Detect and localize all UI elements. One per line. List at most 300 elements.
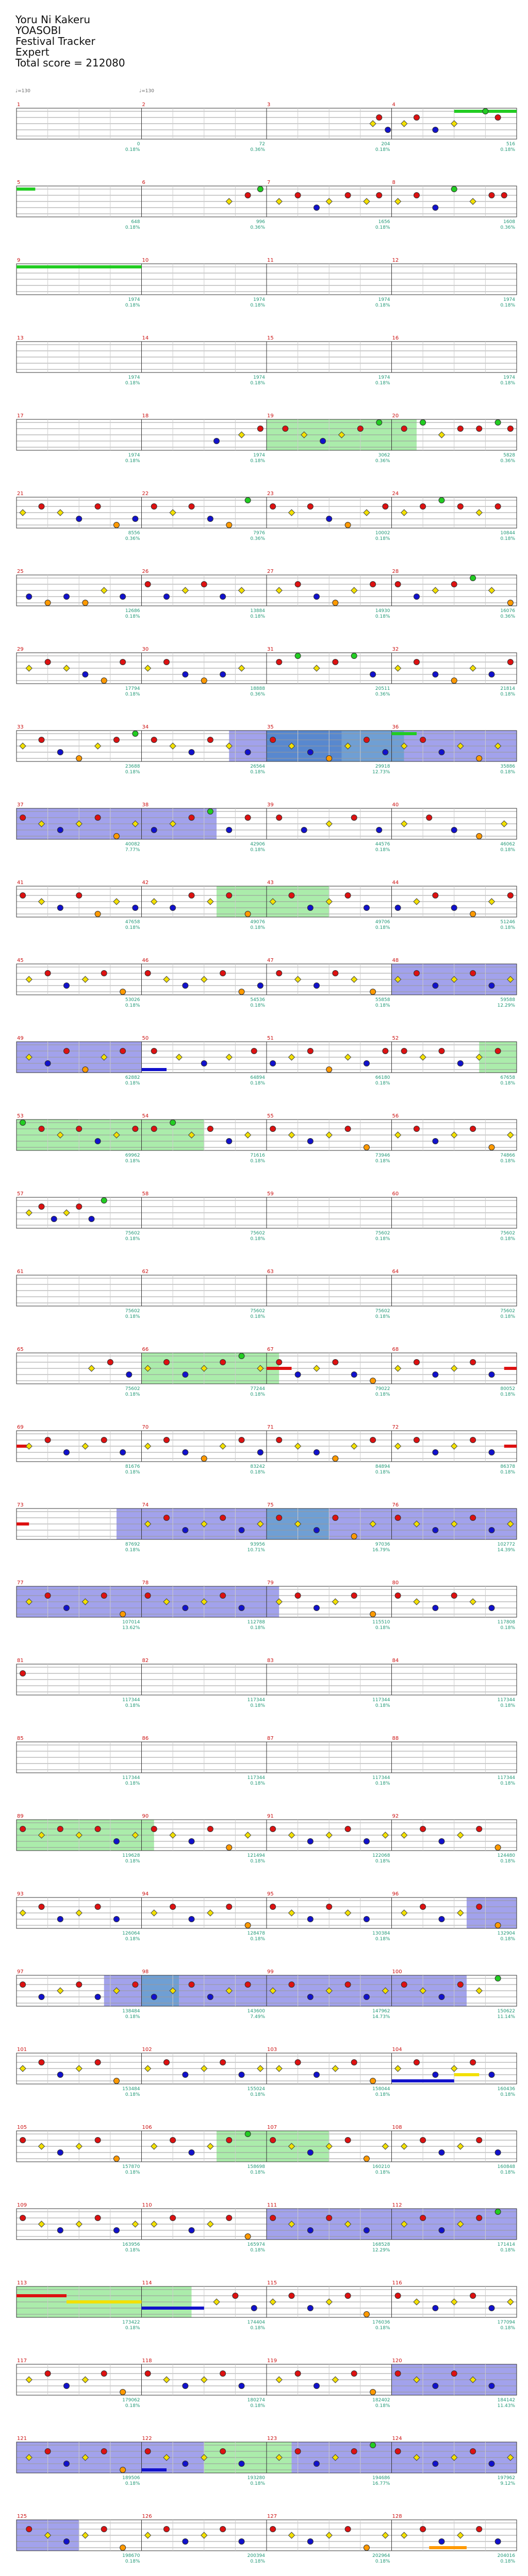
note-yellow xyxy=(451,1365,457,1371)
note-yellow xyxy=(82,2377,88,2383)
note-green xyxy=(420,420,426,426)
measure-score: 49706 xyxy=(375,920,390,925)
measure-score: 193280 xyxy=(247,2476,265,2481)
note-blue xyxy=(307,1994,313,2000)
note-red xyxy=(414,1360,420,1365)
note-green xyxy=(495,1976,501,1981)
note-red xyxy=(470,1360,476,1365)
measure-score: 117344 xyxy=(497,1775,515,1781)
measure-score: 23688 xyxy=(125,764,140,769)
note-red xyxy=(101,1437,107,1443)
note-red xyxy=(145,2449,151,2454)
measure-number: 107 xyxy=(267,2125,277,2130)
note-orange xyxy=(45,600,51,606)
measure-score: 1974 xyxy=(128,375,140,380)
note-red xyxy=(476,2527,482,2532)
measure-number: 115 xyxy=(267,2280,277,2286)
note-red xyxy=(289,893,294,899)
measure-multiplier: 0.18% xyxy=(375,614,390,619)
measure-number: 83 xyxy=(267,1658,274,1664)
note-blue xyxy=(239,2072,244,2078)
measure-number: 90 xyxy=(142,1814,149,1819)
note-blue xyxy=(433,1372,438,1378)
note-yellow xyxy=(201,2377,207,2383)
note-blue xyxy=(307,2228,313,2233)
measure-number: 31 xyxy=(267,647,274,652)
measure-number: 87 xyxy=(267,1736,274,1741)
note-blue xyxy=(226,827,232,833)
note-green xyxy=(376,420,382,426)
measure-score: 0 xyxy=(137,142,140,147)
measure-number: 81 xyxy=(17,1658,24,1664)
measure-number: 17 xyxy=(17,413,24,419)
note-red xyxy=(270,2527,276,2532)
note-yellow xyxy=(314,1365,320,1371)
note-red xyxy=(133,1982,138,1988)
measure-number: 8 xyxy=(392,180,395,185)
measure-score: 158698 xyxy=(247,2164,265,2170)
note-red xyxy=(20,2215,26,2221)
measure-multiplier: 0.18% xyxy=(375,1937,390,1942)
measure-number: 36 xyxy=(392,724,399,730)
note-green xyxy=(495,420,501,426)
note-yellow xyxy=(326,1832,332,1838)
measure-score: 184142 xyxy=(497,2398,515,2403)
note-blue xyxy=(439,1994,444,2000)
note-red xyxy=(420,504,426,510)
note-blue xyxy=(351,1372,357,1378)
note-yellow xyxy=(351,587,357,594)
note-red xyxy=(333,1360,338,1365)
sustain-blue xyxy=(142,2468,167,2471)
note-yellow xyxy=(457,2532,464,2538)
note-blue xyxy=(364,905,370,911)
note-blue xyxy=(226,1139,232,1144)
note-red xyxy=(333,1515,338,1521)
note-yellow xyxy=(239,587,245,594)
measure-number: 58 xyxy=(142,1191,149,1197)
measure-number: 4 xyxy=(392,102,395,108)
measure-score: 59588 xyxy=(500,997,515,1003)
note-yellow xyxy=(20,1910,26,1916)
measure-multiplier: 0.18% xyxy=(250,1781,265,1786)
note-blue xyxy=(433,127,438,133)
note-orange xyxy=(245,1923,251,1928)
note-yellow xyxy=(470,1599,476,1605)
measure-multiplier: 0.18% xyxy=(500,1314,515,1319)
note-blue xyxy=(489,672,494,677)
note-blue xyxy=(183,1450,188,1455)
note-yellow xyxy=(276,198,282,205)
note-red xyxy=(20,815,26,821)
note-blue xyxy=(451,905,457,911)
measure-score: 77244 xyxy=(250,1386,265,1392)
note-blue xyxy=(364,2228,370,2233)
note-red xyxy=(226,893,232,899)
note-red xyxy=(345,1982,351,1988)
measure-number: 35 xyxy=(267,724,274,730)
measure-number: 55 xyxy=(267,1113,274,1119)
measure-multiplier: 0.36% xyxy=(375,459,390,464)
note-orange xyxy=(370,1612,376,1617)
measure-multiplier: 0.18% xyxy=(250,1392,265,1397)
measure-number: 77 xyxy=(17,1580,24,1586)
measure-score: 157870 xyxy=(122,2164,140,2170)
note-yellow xyxy=(145,665,151,671)
note-blue xyxy=(314,2072,320,2078)
measure-score: 29918 xyxy=(375,764,390,769)
note-blue xyxy=(307,905,313,911)
note-red xyxy=(457,1982,463,1988)
note-red xyxy=(151,504,157,510)
measure-score: 179062 xyxy=(122,2398,140,2403)
note-blue xyxy=(433,1528,438,1533)
note-blue xyxy=(314,1528,320,1533)
measure-multiplier: 0.18% xyxy=(125,1003,140,1008)
note-orange xyxy=(364,1145,370,1150)
measure-number: 118 xyxy=(142,2358,152,2364)
note-yellow xyxy=(314,665,320,671)
measure-number: 78 xyxy=(142,1580,149,1586)
measure-multiplier: 0.18% xyxy=(250,2170,265,2175)
measure-multiplier: 0.18% xyxy=(250,1314,265,1319)
note-yellow xyxy=(239,432,245,438)
measure-multiplier: 0.36% xyxy=(250,147,265,152)
measure-score: 117344 xyxy=(247,1775,265,1781)
measure-multiplier: 0.18% xyxy=(375,1236,390,1242)
note-blue xyxy=(183,2383,188,2389)
note-blue xyxy=(95,1994,101,2000)
measure-number: 106 xyxy=(142,2125,152,2130)
note-red xyxy=(20,893,26,899)
measure-number: 47 xyxy=(267,958,274,963)
note-green xyxy=(207,809,213,815)
note-blue xyxy=(489,983,494,989)
note-yellow xyxy=(145,2532,151,2538)
note-yellow xyxy=(457,2143,464,2149)
measure-number: 102 xyxy=(142,2047,152,2053)
note-blue xyxy=(307,2306,313,2311)
measure-score: 202964 xyxy=(372,2553,390,2558)
measure-score: 10002 xyxy=(375,531,390,536)
note-yellow xyxy=(151,2143,157,2149)
note-red xyxy=(20,1982,26,1988)
measure-score: 189506 xyxy=(122,2476,140,2481)
note-red xyxy=(276,971,282,976)
note-red xyxy=(439,1048,444,1054)
measure-multiplier: 0.18% xyxy=(250,1937,265,1942)
note-red xyxy=(145,1593,151,1599)
measure-number: 38 xyxy=(142,802,149,808)
note-yellow xyxy=(395,1443,401,1449)
note-green xyxy=(470,575,476,581)
measure-multiplier: 0.18% xyxy=(500,770,515,775)
note-blue xyxy=(314,1605,320,1611)
note-blue xyxy=(301,827,307,833)
note-yellow xyxy=(451,1443,457,1449)
note-red xyxy=(164,1360,170,1365)
measure-number: 7 xyxy=(267,180,271,185)
note-green xyxy=(245,2131,251,2137)
note-yellow xyxy=(63,665,70,671)
measure-score: 155024 xyxy=(247,2087,265,2092)
measure-score: 1974 xyxy=(503,375,515,380)
note-yellow xyxy=(26,665,32,671)
note-orange xyxy=(495,1923,501,1928)
measure-multiplier: 0.18% xyxy=(125,2092,140,2097)
note-yellow xyxy=(226,198,232,205)
note-orange xyxy=(364,2312,370,2317)
measure-number: 112 xyxy=(392,2202,402,2208)
note-red xyxy=(351,2060,357,2065)
note-yellow xyxy=(76,2221,82,2227)
note-red xyxy=(495,504,501,510)
measure-score: 97036 xyxy=(375,1542,390,1547)
note-orange xyxy=(364,2156,370,2162)
note-orange xyxy=(345,522,351,528)
note-red xyxy=(289,1982,294,1988)
note-blue xyxy=(183,2539,188,2545)
measure-number: 121 xyxy=(17,2436,27,2442)
measure-multiplier: 0.18% xyxy=(500,1781,515,1786)
note-blue xyxy=(207,1994,213,2000)
measure-number: 24 xyxy=(392,491,399,497)
measure-number: 117 xyxy=(17,2358,27,2364)
measure-score: 204 xyxy=(381,142,390,147)
note-orange xyxy=(82,600,88,606)
note-blue xyxy=(314,594,320,600)
measure-number: 34 xyxy=(142,724,149,730)
measure-score: 171414 xyxy=(497,2242,515,2247)
note-orange xyxy=(239,989,244,995)
note-blue xyxy=(239,2539,244,2545)
measure-multiplier: 0.18% xyxy=(250,2403,265,2409)
note-red xyxy=(295,2449,301,2454)
note-red xyxy=(270,1826,276,1832)
note-green xyxy=(20,1120,26,1126)
measure-multiplier: 0.18% xyxy=(250,1236,265,1242)
note-green xyxy=(170,1120,176,1126)
note-red xyxy=(101,2371,107,2377)
measure-number: 16 xyxy=(392,335,399,341)
note-yellow xyxy=(76,1910,82,1916)
note-orange xyxy=(370,1378,376,1384)
note-blue xyxy=(133,516,138,522)
note-blue xyxy=(57,2072,63,2078)
measure-multiplier: 0.18% xyxy=(125,1236,140,1242)
note-yellow xyxy=(401,510,407,516)
measure-score: 194686 xyxy=(372,2476,390,2481)
measure-score: 83242 xyxy=(250,1464,265,1469)
measure-number: 51 xyxy=(267,1036,274,1041)
note-red xyxy=(370,582,376,587)
note-red xyxy=(270,1904,276,1910)
note-blue xyxy=(433,2072,438,2078)
measure-multiplier: 0.18% xyxy=(375,2170,390,2175)
note-yellow xyxy=(182,587,188,594)
note-red xyxy=(345,193,351,198)
measure-score: 147962 xyxy=(372,2009,390,2014)
note-red xyxy=(383,504,388,510)
measure-score: 117344 xyxy=(497,1698,515,1703)
sustain-green xyxy=(16,265,142,268)
measure-number: 126 xyxy=(142,2514,152,2519)
note-red xyxy=(476,426,482,432)
measure-score: 1974 xyxy=(503,297,515,302)
measure-number: 45 xyxy=(17,958,24,963)
note-blue xyxy=(451,827,457,833)
note-blue xyxy=(189,1917,194,1922)
note-red xyxy=(470,2293,476,2299)
note-yellow xyxy=(295,1443,301,1449)
measure-multiplier: 0.18% xyxy=(250,770,265,775)
note-green xyxy=(351,653,357,659)
note-yellow xyxy=(89,1365,95,1371)
note-yellow xyxy=(207,2143,213,2149)
note-yellow xyxy=(20,2065,26,2072)
measure-score: 13884 xyxy=(250,608,265,614)
note-yellow xyxy=(382,1832,388,1838)
measure-number: 113 xyxy=(17,2280,27,2286)
note-orange xyxy=(114,834,120,839)
measure-multiplier: 0.18% xyxy=(500,1937,515,1942)
note-red xyxy=(345,893,351,899)
measure-number: 18 xyxy=(142,413,149,419)
note-blue xyxy=(220,594,226,600)
note-orange xyxy=(120,1612,126,1617)
note-red xyxy=(170,2138,176,2143)
note-red xyxy=(383,1048,388,1054)
note-yellow xyxy=(213,2299,220,2305)
note-red xyxy=(414,1437,420,1443)
note-yellow xyxy=(176,1054,182,1060)
measure-number: 3 xyxy=(267,102,271,108)
note-red xyxy=(345,2293,351,2299)
note-yellow xyxy=(451,121,457,127)
measure-number: 108 xyxy=(392,2125,402,2130)
note-red xyxy=(401,1982,407,1988)
note-red xyxy=(270,2215,276,2221)
note-red xyxy=(114,737,120,743)
note-yellow xyxy=(414,1599,420,1605)
measure-number: 13 xyxy=(17,335,24,341)
measure-score: 72 xyxy=(259,142,265,147)
note-blue xyxy=(489,1528,494,1533)
measure-score: 1974 xyxy=(378,297,390,302)
note-red xyxy=(245,815,251,821)
note-red xyxy=(276,659,282,665)
note-yellow xyxy=(207,2221,213,2227)
measure-multiplier: 0.18% xyxy=(250,925,265,930)
measure-multiplier: 0.18% xyxy=(375,381,390,386)
measure-score: 93956 xyxy=(250,1542,265,1547)
measure-multiplier: 0.18% xyxy=(250,1003,265,1008)
measure-number: 56 xyxy=(392,1113,399,1119)
measure-number: 54 xyxy=(142,1113,149,1119)
measure-multiplier: 12.29% xyxy=(497,1003,515,1008)
measure-number: 52 xyxy=(392,1036,399,1041)
note-orange xyxy=(364,2545,370,2551)
note-blue xyxy=(64,1450,70,1455)
note-red xyxy=(307,1048,313,1054)
note-blue xyxy=(307,1917,313,1922)
measure-score: 14930 xyxy=(375,608,390,614)
note-yellow xyxy=(364,198,370,205)
measure-score: 7976 xyxy=(253,531,265,536)
difficulty-label: Expert xyxy=(15,46,50,58)
note-orange xyxy=(120,989,126,995)
note-red xyxy=(276,815,282,821)
note-blue xyxy=(57,2150,63,2156)
note-red xyxy=(345,2527,351,2532)
measure-number: 109 xyxy=(17,2202,27,2208)
note-red xyxy=(101,1593,107,1599)
note-red xyxy=(295,2060,301,2065)
note-orange xyxy=(495,1845,501,1851)
measure-score: 1974 xyxy=(253,297,265,302)
sustain-red xyxy=(267,1367,292,1370)
note-red xyxy=(476,2215,482,2221)
note-yellow xyxy=(276,587,282,594)
measure-score: 128478 xyxy=(247,1931,265,1936)
note-blue xyxy=(133,905,138,911)
measure-score: 160436 xyxy=(497,2087,515,2092)
note-yellow xyxy=(163,2377,170,2383)
measure-multiplier: 0.18% xyxy=(125,692,140,697)
note-blue xyxy=(414,594,420,600)
note-blue xyxy=(214,438,220,444)
note-yellow xyxy=(470,198,476,205)
note-blue xyxy=(489,1372,494,1378)
note-red xyxy=(245,1982,251,1988)
measure-score: 75602 xyxy=(500,1309,515,1314)
note-yellow xyxy=(370,121,376,127)
note-red xyxy=(39,1126,44,1132)
note-red xyxy=(189,504,194,510)
measure-number: 43 xyxy=(267,880,274,886)
measure-multiplier: 0.18% xyxy=(375,2403,390,2409)
note-red xyxy=(20,1671,26,1676)
note-blue xyxy=(257,983,263,989)
measure-multiplier: 0.18% xyxy=(500,303,515,308)
measure-number: 79 xyxy=(267,1580,274,1586)
measure-score: 20511 xyxy=(375,686,390,691)
note-red xyxy=(76,893,82,899)
measure-multiplier: 0.18% xyxy=(125,1159,140,1164)
note-yellow xyxy=(145,1443,151,1449)
note-red xyxy=(495,1048,501,1054)
measure-score: 143600 xyxy=(247,2009,265,2014)
measure-number: 98 xyxy=(142,1969,149,1975)
note-yellow xyxy=(332,2377,338,2383)
measure-multiplier: 13.62% xyxy=(122,1625,140,1631)
measure-multiplier: 0.18% xyxy=(375,1159,390,1164)
note-yellow xyxy=(382,2143,388,2149)
note-red xyxy=(189,893,194,899)
note-red xyxy=(276,1515,282,1521)
measure-score: 117344 xyxy=(372,1698,390,1703)
note-red xyxy=(376,193,382,198)
note-green xyxy=(451,187,457,192)
measure-number: 110 xyxy=(142,2202,152,2208)
note-yellow xyxy=(57,510,63,516)
note-blue xyxy=(51,1216,57,1222)
note-red xyxy=(420,1826,426,1832)
note-red xyxy=(95,815,101,821)
measure-multiplier: 0.18% xyxy=(500,925,515,930)
measure-number: 114 xyxy=(142,2280,152,2286)
note-red xyxy=(226,2138,232,2143)
